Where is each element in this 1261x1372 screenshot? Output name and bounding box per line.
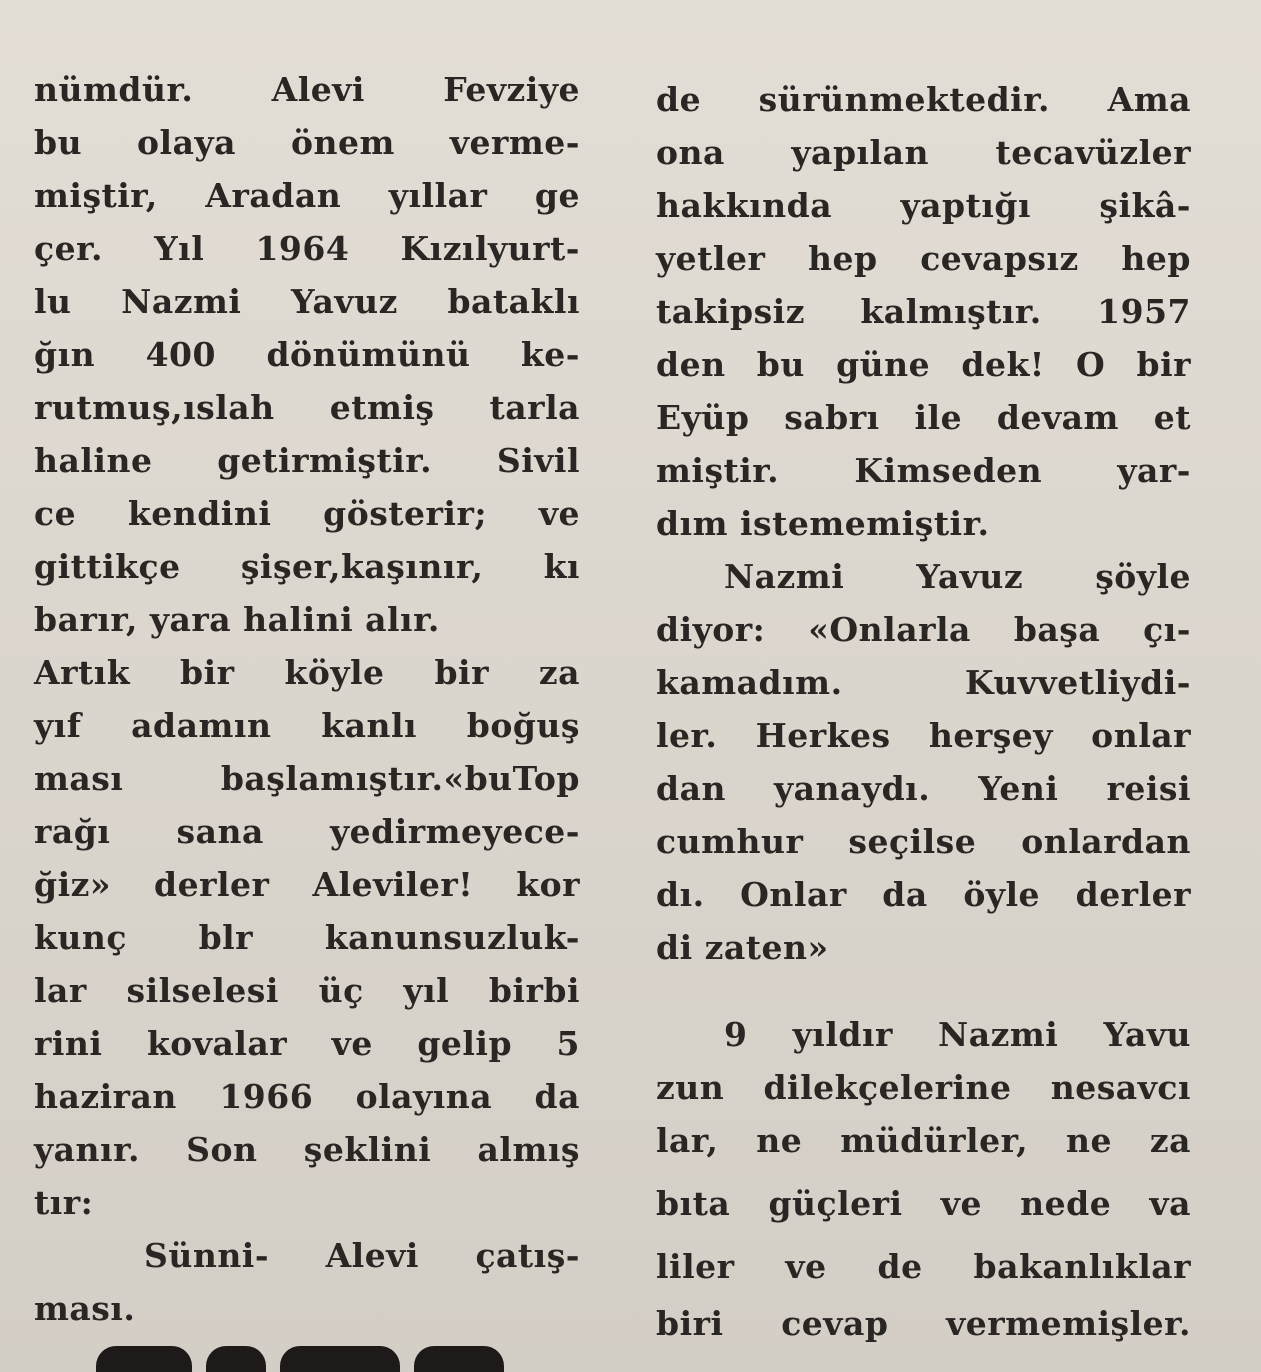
text-line: liler ve de bakanlıklar <box>656 1247 1191 1286</box>
cut-off-headline <box>96 1346 536 1372</box>
text-line: ması başlamıştır.«buTop <box>34 759 580 798</box>
text-line: biri cevap vermemişler. <box>656 1304 1191 1343</box>
text-line: ğiz» derler Aleviler! kor <box>34 865 580 904</box>
text-line: kunç blr kanunsuzluk- <box>34 918 580 957</box>
text-line: di zaten» <box>656 928 829 967</box>
text-line: kamadım. Kuvvetliydi- <box>656 663 1191 702</box>
text-line: barır, yara halini alır. <box>34 600 440 639</box>
text-line: dan yanaydı. Yeni reisi <box>656 769 1191 808</box>
text-line: zun dilekçelerine nesavcı <box>656 1068 1191 1107</box>
text-line: hakkında yaptığı şikâ- <box>656 186 1191 225</box>
text-line: tır: <box>34 1183 94 1222</box>
text-line: dım istememiştir. <box>656 504 990 543</box>
text-line: ce kendini gösterir; ve <box>34 494 580 533</box>
text-line: den bu güne dek! O bir <box>656 345 1191 384</box>
text-line: çer. Yıl 1964 Kızılyurt- <box>34 229 580 268</box>
text-line: Nazmi Yavuz şöyle <box>724 557 1191 596</box>
text-line: gittikçe şişer,kaşınır, kı <box>34 547 580 586</box>
text-line: ler. Herkes herşey onlar <box>656 716 1191 755</box>
text-line: bıta güçleri ve nede va <box>656 1184 1191 1223</box>
text-line: de sürünmektedir. Ama <box>656 80 1191 119</box>
text-line: Artık bir köyle bir za <box>34 653 580 692</box>
text-line: lu Nazmi Yavuz bataklı <box>34 282 580 321</box>
text-line: rutmuş,ıslah etmiş tarla <box>34 388 580 427</box>
text-line: haziran 1966 olayına da <box>34 1077 580 1116</box>
text-line: yanır. Son şeklini almış <box>34 1130 580 1169</box>
text-line: miştir. Kimseden yar- <box>656 451 1191 490</box>
text-line: Eyüp sabrı ile devam et <box>656 398 1191 437</box>
text-line: Sünni- Alevi çatış- <box>144 1236 580 1275</box>
text-line: ması. <box>34 1289 136 1328</box>
text-line: diyor: «Onlarla başa çı- <box>656 610 1191 649</box>
text-line: rini kovalar ve gelip 5 <box>34 1024 580 1063</box>
text-line: takipsiz kalmıştır. 1957 <box>656 292 1191 331</box>
text-line: lar silselesi üç yıl birbi <box>34 971 580 1010</box>
text-line: cumhur seçilse onlardan <box>656 822 1191 861</box>
text-line: yıf adamın kanlı boğuş <box>34 706 580 745</box>
text-line: ona yapılan tecavüzler <box>656 133 1191 172</box>
text-line: ğın 400 dönümünü ke- <box>34 335 580 374</box>
text-line: yetler hep cevapsız hep <box>656 239 1191 278</box>
text-line: miştir, Aradan yıllar ge <box>34 176 580 215</box>
text-line: 9 yıldır Nazmi Yavu <box>724 1015 1191 1054</box>
text-line: bu olaya önem verme- <box>34 123 580 162</box>
text-line: lar, ne müdürler, ne za <box>656 1121 1191 1160</box>
text-line: nümdür. Alevi Fevziye <box>34 70 580 109</box>
text-line: dı. Onlar da öyle derler <box>656 875 1191 914</box>
text-line: haline getirmiştir. Sivil <box>34 441 580 480</box>
text-line: rağı sana yedirmeyece- <box>34 812 580 851</box>
